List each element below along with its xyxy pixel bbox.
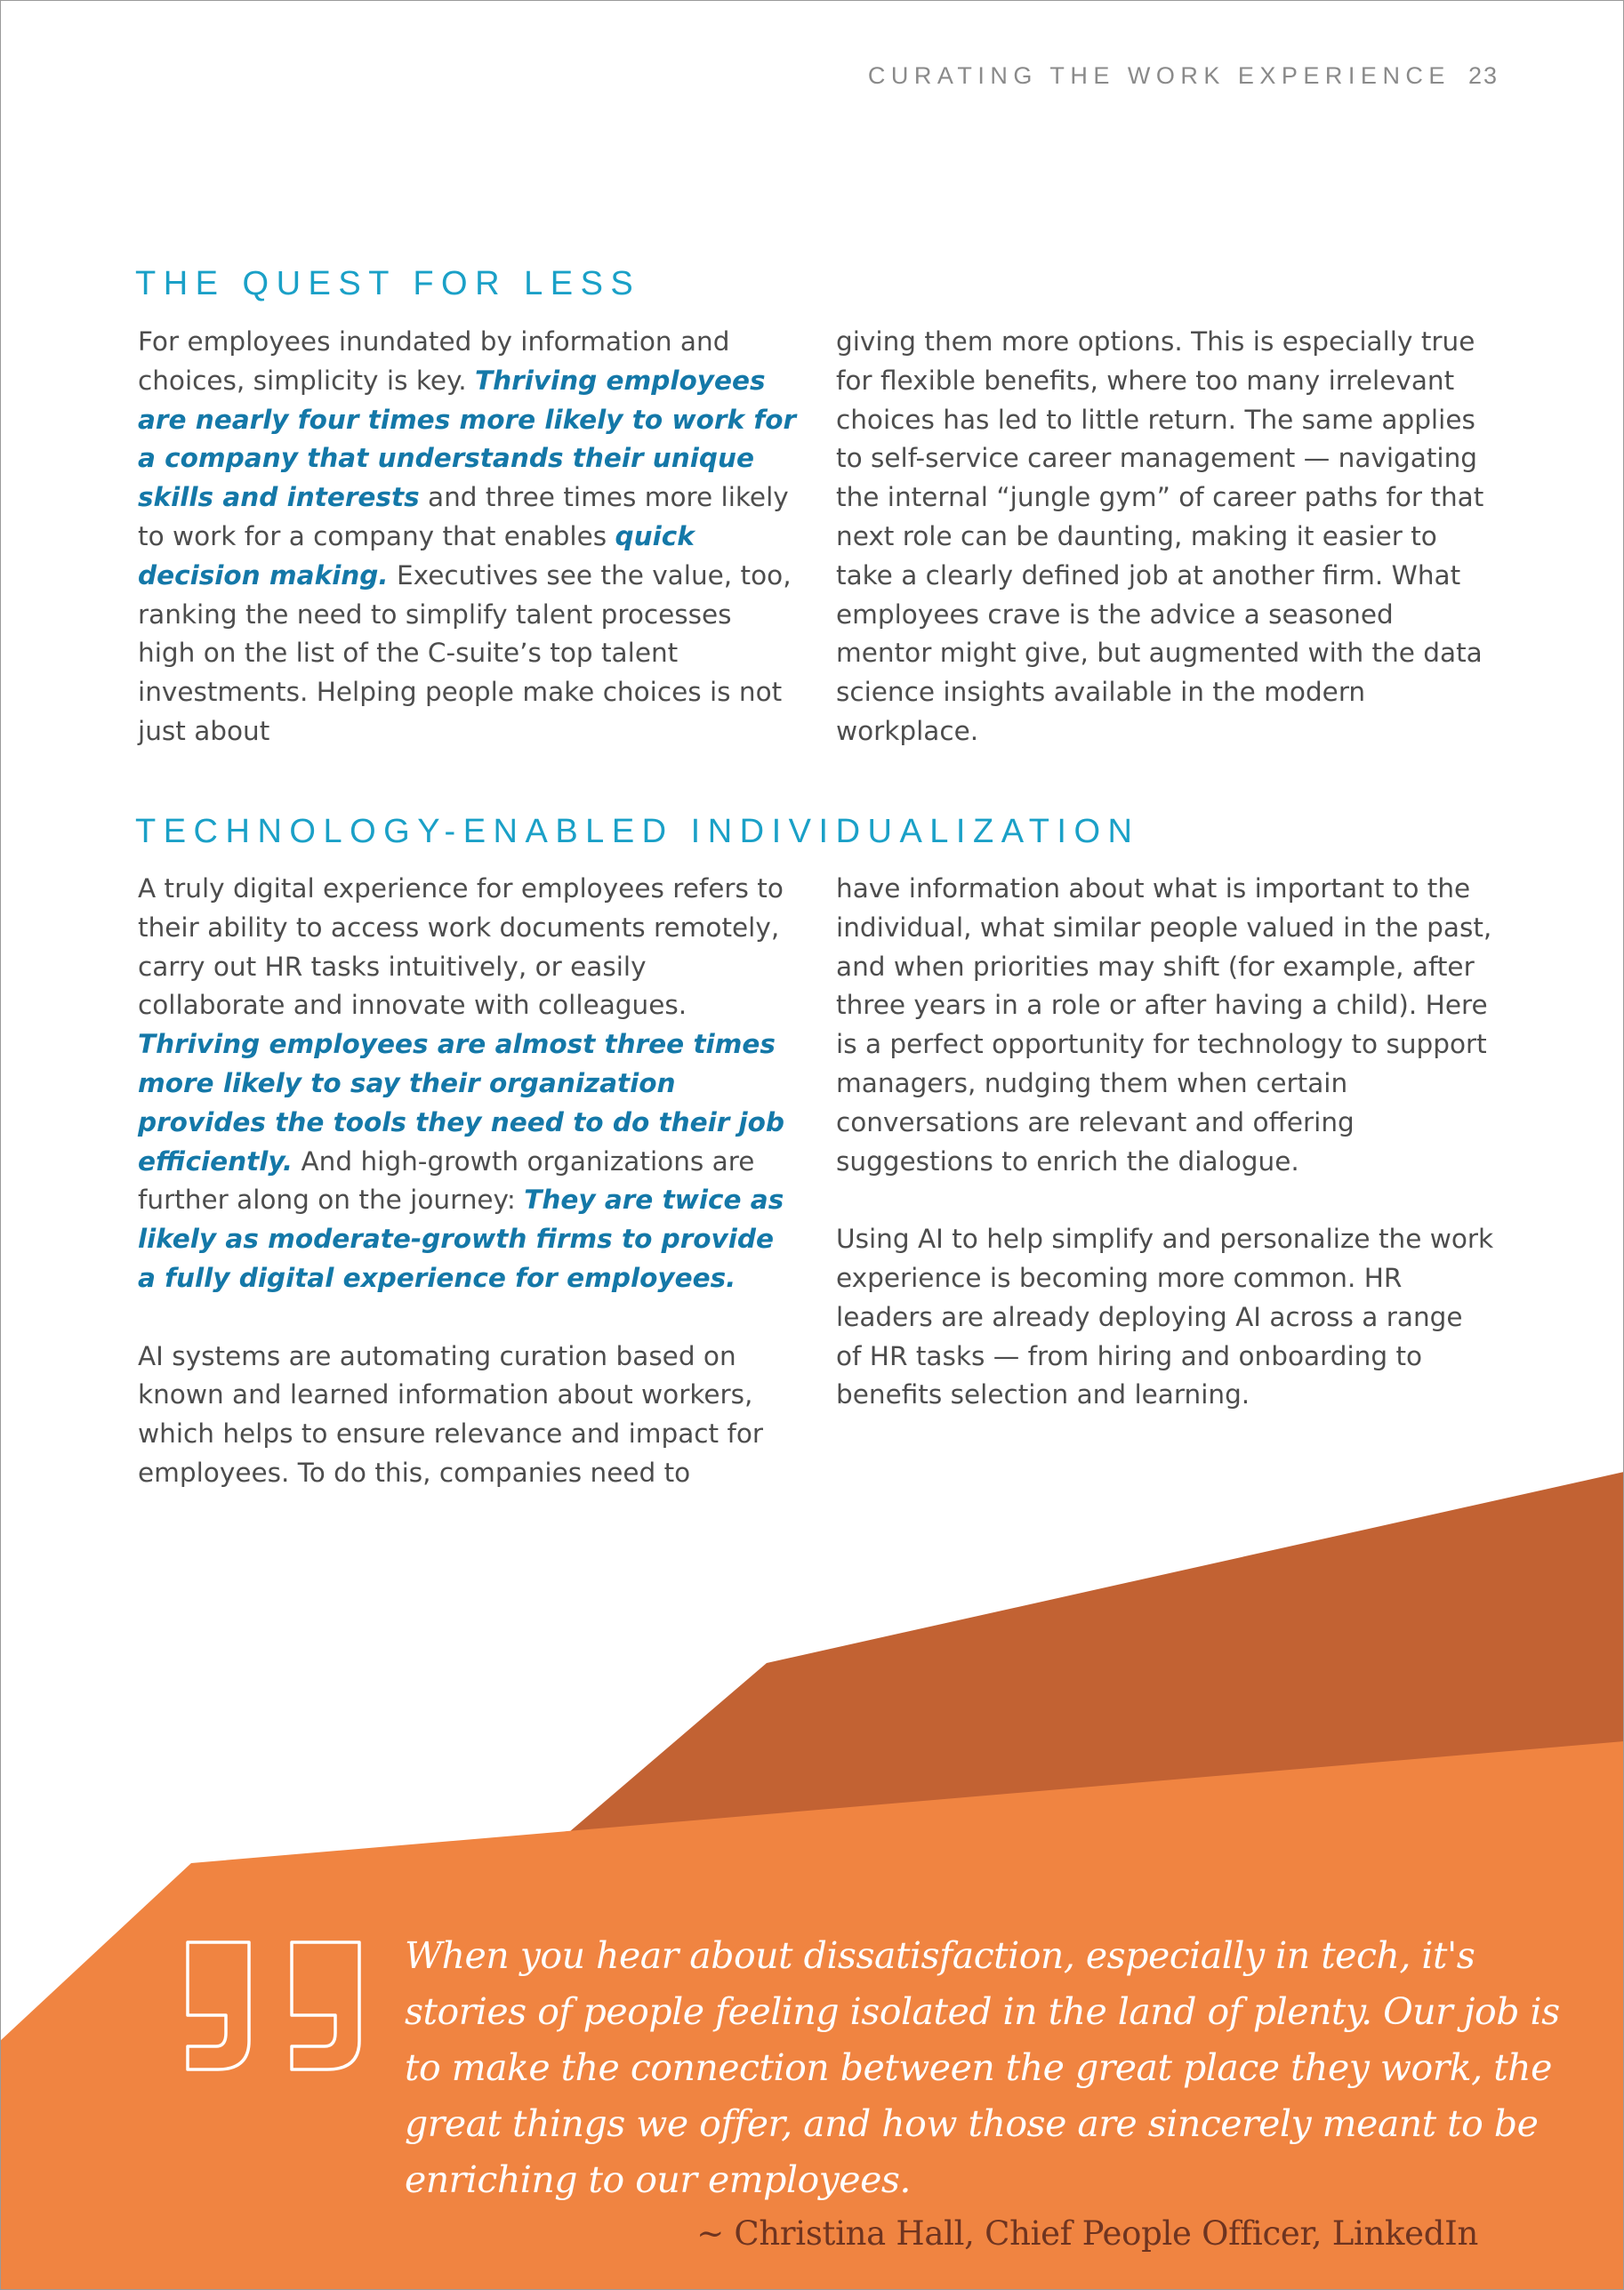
quote-mark-icon	[182, 1937, 365, 2075]
highlighted-statistic: quick decision making.	[138, 520, 695, 591]
body-text: Executives see the value, too, ranking the need to simplify talent processes high on the list of the C-suite’s top talent investments. Helping people make choices is not just about	[138, 559, 792, 746]
highlighted-statistic: They are twice as likely as moderate-growth firms to provide a fully digital experience for employees.	[138, 1185, 784, 1293]
page-number: 23	[1467, 62, 1499, 89]
body-text: For employees inundated by information and choices, simplicity is key.	[138, 326, 730, 396]
body-text: and three times more likely to work for a company that enables	[138, 482, 789, 551]
highlighted-statistic: Thriving employees are nearly four times more likely to work for a company that understands their unique skills and interests	[138, 365, 797, 513]
body-text: have information about what is important to the individual, what similar people valued in the past, and when priorities may shift (for example, after three years in a role or after having a child). Here is a perfect opportunity for technology to support managers, nudging them when certain conversations are relevant and offering suggestions to enrich the dialogue.	[836, 873, 1492, 1177]
body-text: A truly digital experience for employees refers to their ability to access work documents remotely, carry out HR tasks intuitively, or easily collaborate and innovate with colleagues.	[138, 873, 784, 1021]
pull-quote-attribution: ~ Christina Hall, Chief People Officer, LinkedIn	[696, 2214, 1478, 2253]
body-text: giving them more options. This is especially true for flexible benefits, where too many irrelevant choices has led to little return. The same applies to self-service career management — navigating the internal “jungle gym” of career paths for that next role can be daunting, making it easier to take a clearly defined job at another firm. What employees crave is the advice a seasoned mentor might give, but augmented with the data science insights available in the modern workplace.	[836, 326, 1484, 746]
running-title: CURATING THE WORK EXPERIENCE	[867, 62, 1451, 89]
body-text: AI systems are automating curation based on known and learned information about workers, which helps to ensure relevance and impact for employees. To do this, companies need to	[138, 1340, 764, 1488]
highlighted-statistic: Thriving employees are almost three times more likely to say their organization provides the tools they need to do their job efficiently.	[138, 1029, 785, 1177]
body-text: Using AI to help simplify and personalize the work experience is becoming more common. HR leaders are already deploying AI across a range of HR tasks — from hiring and onboarding to benefits selection and learning.	[836, 1224, 1494, 1410]
section-heading-quest-for-less: THE QUEST FOR LESS	[135, 265, 641, 302]
body-text: And high-growth organizations are further along on the journey:	[138, 1145, 755, 1216]
pull-quote-text: When you hear about dissatisfaction, especially in tech, it's stories of people feeling isolated in the land of plenty. Our job is to make the connection between the great place they work, the great things we offer, and how those are sincerely meant to be enriching to our employees.	[405, 1934, 1560, 2201]
section-heading-tech-individualization: TECHNOLOGY-ENABLED INDIVIDUALIZATION	[135, 813, 1140, 850]
